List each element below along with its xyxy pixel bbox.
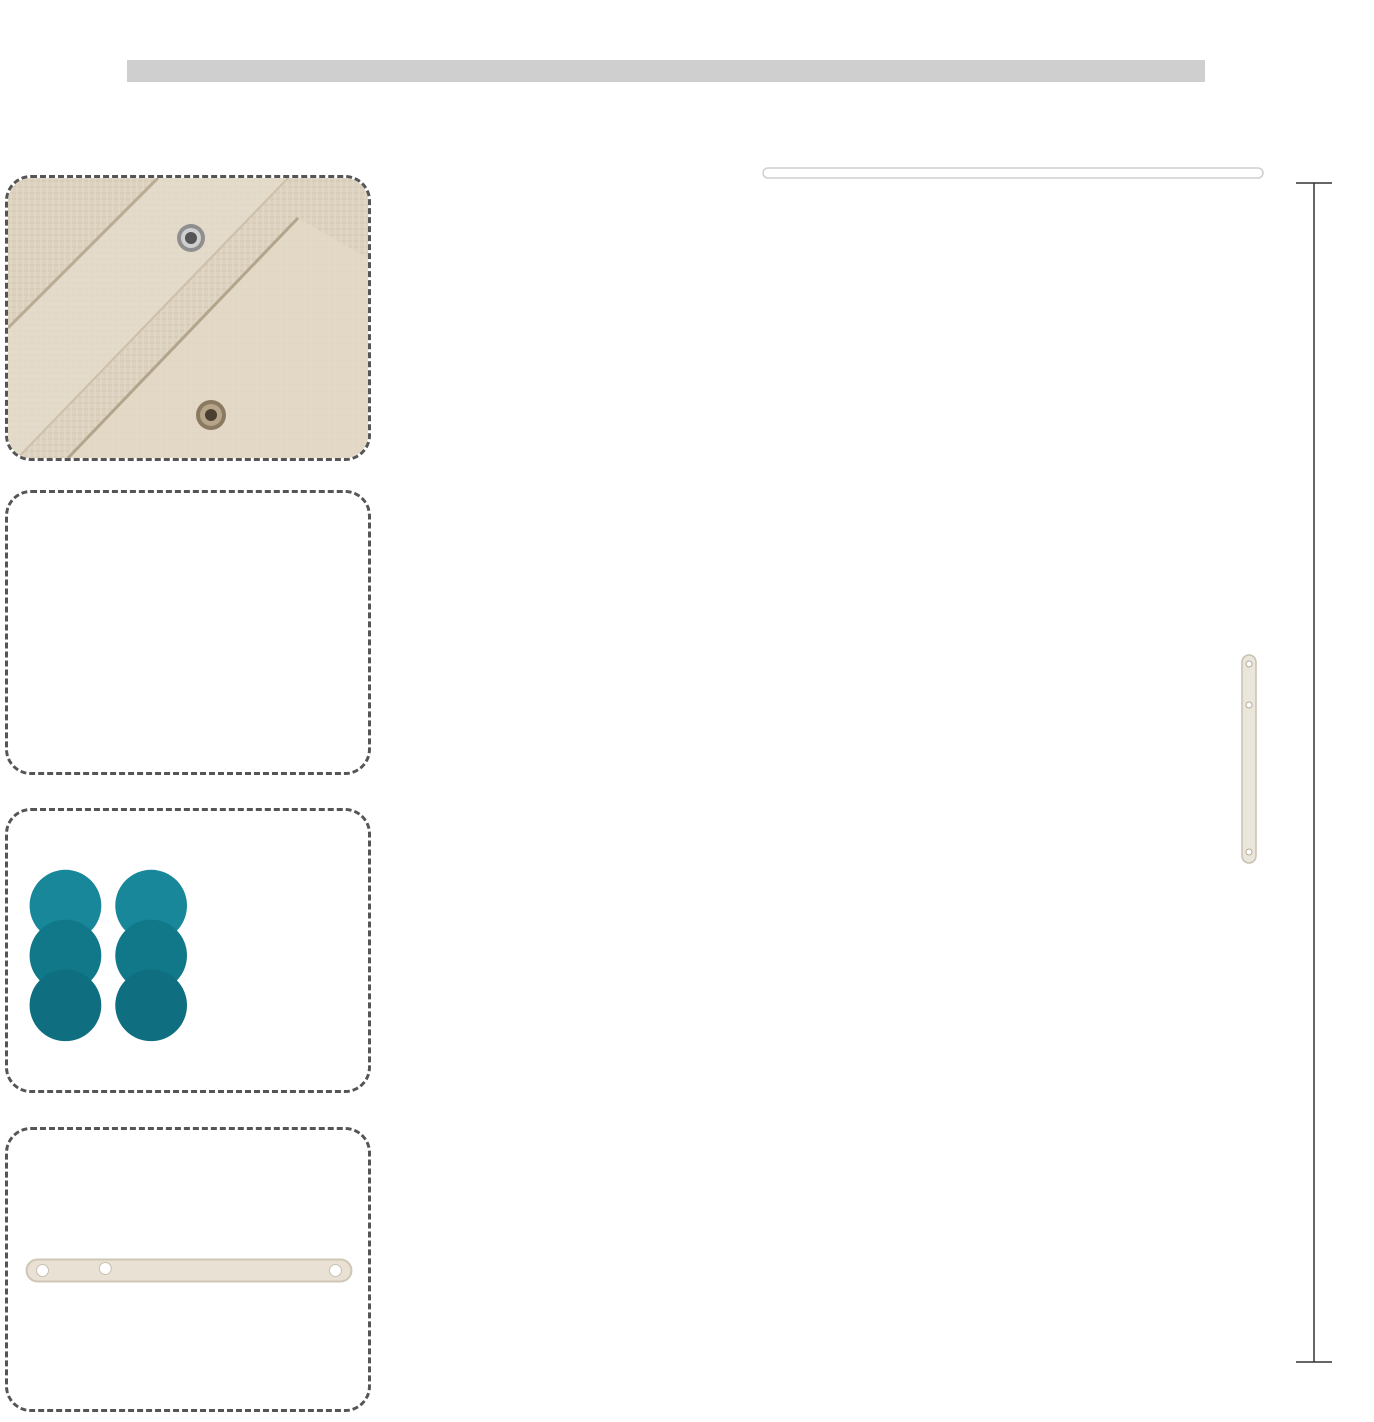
feature-plates-clasps	[390, 820, 740, 824]
title-banner	[0, 0, 1374, 90]
curtain-handle-icon	[1242, 655, 1256, 863]
grommets-illustration	[8, 178, 368, 458]
height-dimension-marker	[1290, 180, 1350, 1370]
curtain-rod-icon	[763, 168, 1263, 178]
grommet-icon	[177, 224, 205, 252]
curtain-drawing	[755, 150, 1275, 1380]
plates-clasps-illustration	[8, 811, 368, 1090]
feature-tie-back	[390, 1137, 740, 1141]
feature-ball-hooks	[390, 500, 740, 504]
feature-grommets	[390, 180, 740, 184]
plates-clasps-image-panel	[5, 808, 371, 1093]
ball-hooks-image-panel	[5, 490, 371, 775]
tie-back-image-panel	[5, 1127, 371, 1412]
ball-hooks-illustration	[8, 493, 368, 772]
grommets-image-panel	[5, 175, 371, 461]
grommet-icon	[196, 400, 226, 430]
tie-back-strap-icon	[27, 1260, 352, 1282]
curtain-illustration	[755, 150, 1275, 1380]
title-underline	[127, 60, 1205, 82]
tie-back-illustration	[8, 1130, 368, 1409]
